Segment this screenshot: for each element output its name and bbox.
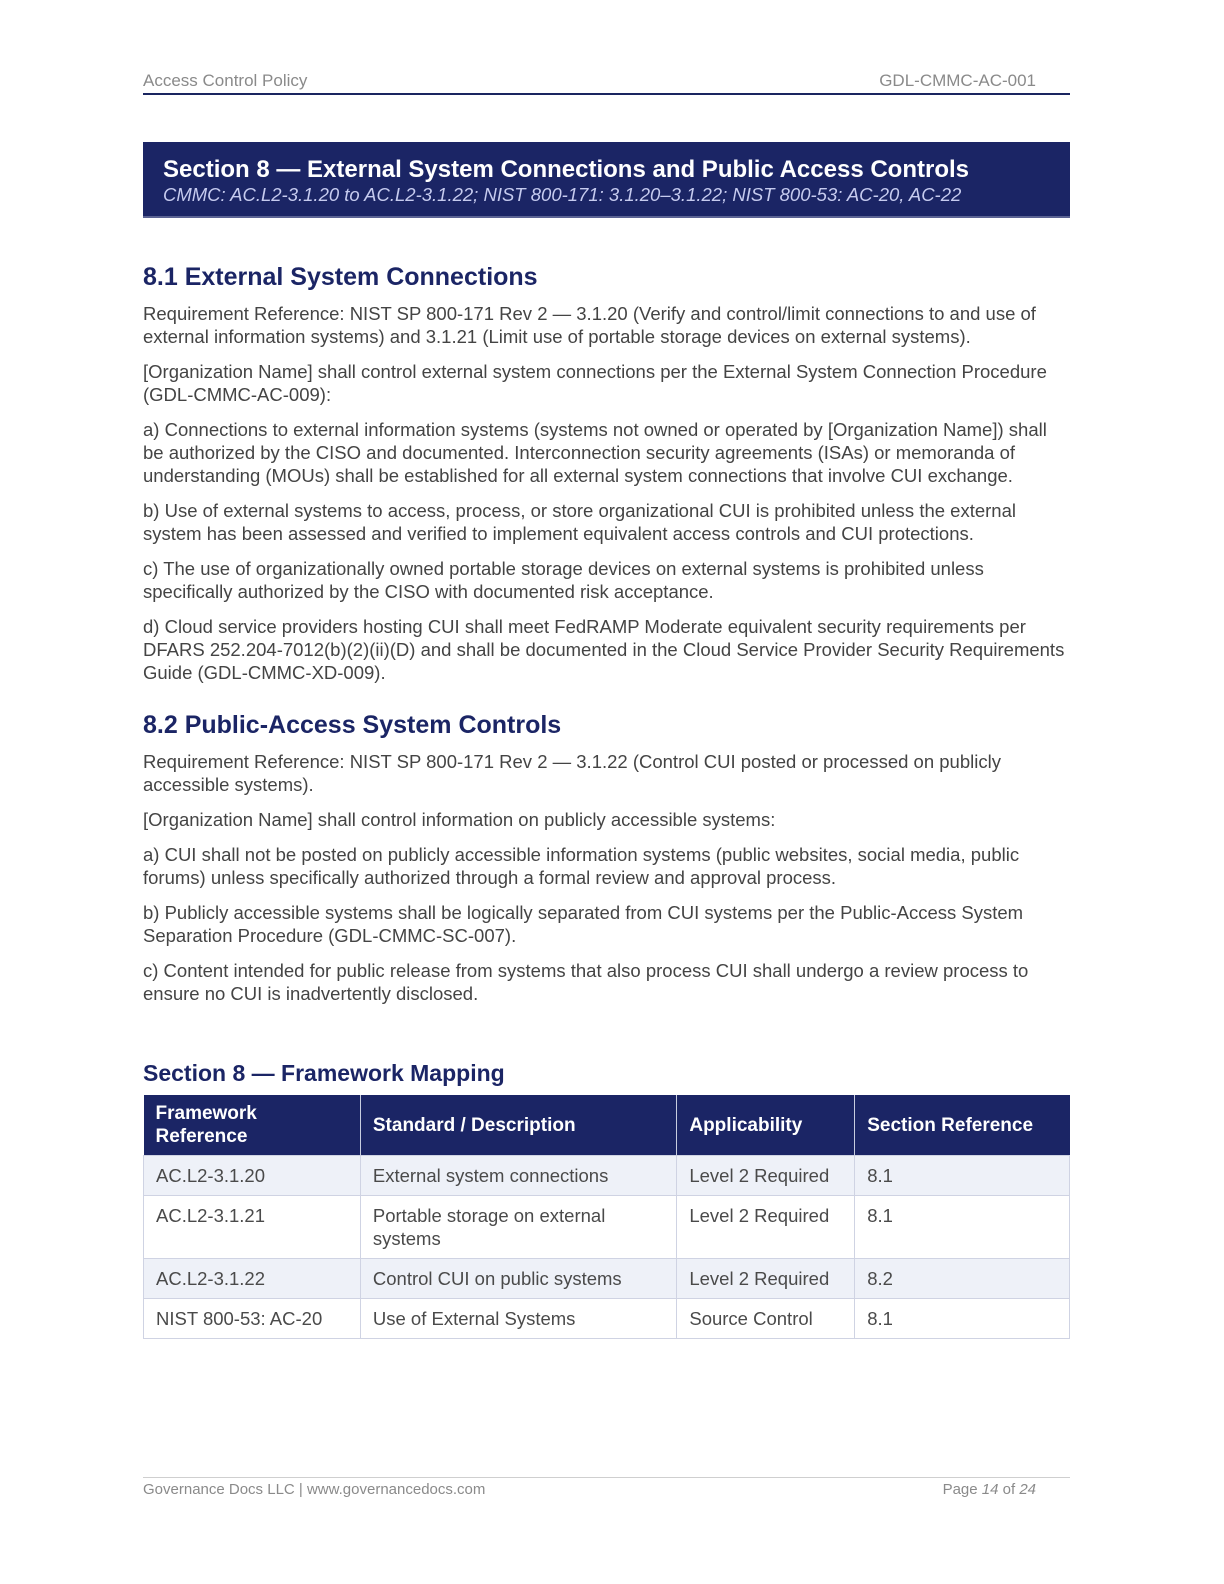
section-8-1-heading: 8.1 External System Connections xyxy=(143,263,538,291)
page-number xyxy=(943,1481,1036,1498)
cell-standard-description: External system connections xyxy=(360,1156,676,1196)
cell-applicability: Level 2 Required xyxy=(677,1196,855,1259)
cell-framework-reference: AC.L2-3.1.21 xyxy=(144,1196,361,1259)
policy-statement: [Organization Name] shall control information on publicly accessible systems: xyxy=(143,809,776,830)
cell-section-reference: 8.1 xyxy=(855,1196,1070,1259)
section-8-1 xyxy=(143,262,1070,684)
column-header-framework-reference: Framework Reference xyxy=(144,1095,361,1156)
policy-item-b: b) Use of external systems to access, process, or store organizational CUI is prohibited unless the external system has been assessed and verified to implement equivalent access controls and CUI protections. xyxy=(143,500,1016,544)
total-pages: 24 xyxy=(1019,1481,1036,1498)
cell-section-reference: 8.1 xyxy=(855,1299,1070,1339)
current-page: 14 xyxy=(981,1481,999,1498)
table-row xyxy=(144,1299,1070,1339)
policy-item-c: c) Content intended for public release from systems that also process CUI shall undergo a review process to ensure no CUI is inadvertently disclosed. xyxy=(143,960,1029,1004)
section-framework-references: CMMC: AC.L2-3.1.20 to AC.L2-3.1.22; NIST 800-171: 3.1.20–3.1.22; NIST 800-53: AC-20, AC-22 xyxy=(163,184,962,205)
column-header-section-reference: Section Reference xyxy=(855,1095,1070,1156)
footer-company: Governance Docs LLC | www.governancedocs.com xyxy=(143,1481,486,1498)
main-content xyxy=(143,262,1070,1339)
policy-item-d: d) Cloud service providers hosting CUI shall meet FedRAMP Moderate equivalent security requirements per DFARS 252.204-7012(b)(2)(ii)(D) and shall be documented in the Cloud Service Provider Security Requirements Guide (GDL-CMMC-XD-009). xyxy=(143,616,1065,683)
policy-item-c: c) The use of organizationally owned portable storage devices on external systems is prohibited unless specifically authorized by the CISO with documented risk acceptance. xyxy=(143,558,984,602)
table-row xyxy=(144,1196,1070,1259)
cell-section-reference: 8.1 xyxy=(855,1156,1070,1196)
section-8-2-heading: 8.2 Public-Access System Controls xyxy=(143,711,562,739)
cell-applicability: Level 2 Required xyxy=(677,1259,855,1299)
column-header-standard-description: Standard / Description xyxy=(360,1095,676,1156)
table-row xyxy=(144,1156,1070,1196)
cell-standard-description: Use of External Systems xyxy=(360,1299,676,1339)
policy-item-a: a) CUI shall not be posted on publicly accessible information systems (public websites, social media, public forums) unless specifically authorized through a formal review and approval process. xyxy=(143,844,1020,888)
cell-framework-reference: AC.L2-3.1.20 xyxy=(144,1156,361,1196)
framework-mapping-table xyxy=(143,1095,1070,1339)
cell-standard-description: Control CUI on public systems xyxy=(360,1259,676,1299)
table-header-row xyxy=(144,1095,1070,1156)
framework-mapping xyxy=(143,1059,1070,1339)
policy-statement: [Organization Name] shall control external system connections per the External System Connection Procedure (GDL-CMMC-AC-009): xyxy=(143,361,1047,405)
running-footer xyxy=(143,1477,1070,1498)
cell-section-reference: 8.2 xyxy=(855,1259,1070,1299)
header-document-title: Access Control Policy xyxy=(143,71,308,90)
cell-framework-reference: AC.L2-3.1.22 xyxy=(144,1259,361,1299)
cell-applicability: Source Control xyxy=(677,1299,855,1339)
cell-standard-description: Portable storage on external systems xyxy=(360,1196,676,1259)
policy-item-b: b) Publicly accessible systems shall be logically separated from CUI systems per the Public-Access System Separation Procedure (GDL-CMMC-SC-007). xyxy=(143,902,1024,946)
cell-applicability: Level 2 Required xyxy=(677,1156,855,1196)
running-header xyxy=(143,70,1070,95)
section-8-2 xyxy=(143,710,1070,1005)
requirement-reference: Requirement Reference: NIST SP 800-171 Rev 2 — 3.1.20 (Verify and control/limit connections to and use of external information systems) and 3.1.21 (Limit use of portable storage devices on external systems). xyxy=(143,303,1036,347)
framework-mapping-heading: Section 8 — Framework Mapping xyxy=(143,1060,505,1086)
header-document-id: GDL-CMMC-AC-001 xyxy=(879,71,1036,90)
section-title: Section 8 — External System Connections and Public Access Controls xyxy=(163,156,969,183)
page-label: Page xyxy=(942,1481,982,1498)
section-banner xyxy=(143,142,1070,218)
page-of-label: of xyxy=(998,1481,1020,1498)
requirement-reference: Requirement Reference: NIST SP 800-171 Rev 2 — 3.1.22 (Control CUI posted or processed on publicly accessible systems). xyxy=(143,751,1001,795)
policy-item-a: a) Connections to external information systems (systems not owned or operated by [Organization Name]) shall be authorized by the CISO and documented. Interconnection security agreements (ISAs) or memoranda of understanding (MOUs) shall be established for all external system connections that involve CUI exchange. xyxy=(143,419,1047,486)
column-header-applicability: Applicability xyxy=(677,1095,855,1156)
cell-framework-reference: NIST 800-53: AC-20 xyxy=(144,1299,361,1339)
table-row xyxy=(144,1259,1070,1299)
